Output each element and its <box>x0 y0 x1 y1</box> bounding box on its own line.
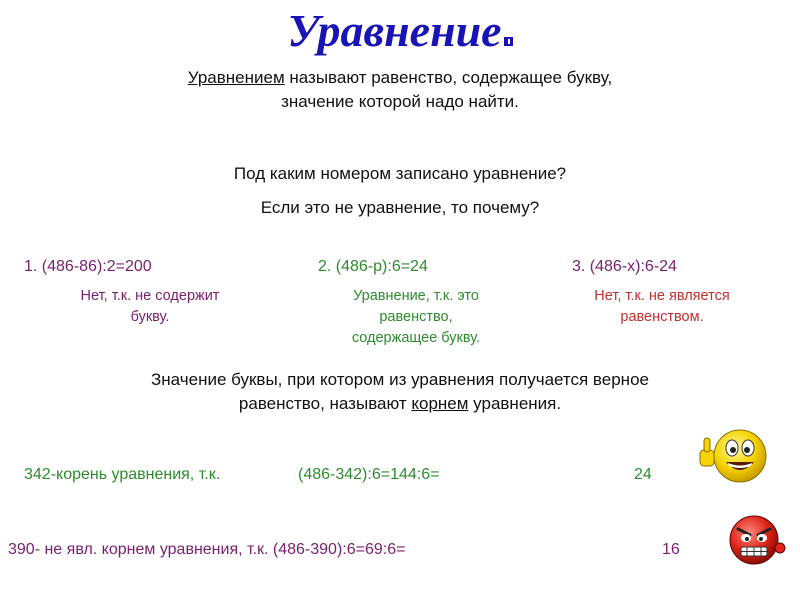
item-2-explanation-line3: содержащее букву. <box>351 330 481 346</box>
item-3-explanation-line2: равенством. <box>620 309 704 325</box>
title-text: Уравнение <box>287 5 502 56</box>
definition-rest: называют равенство, содержащее букву, <box>284 68 613 87</box>
item-1-explanation-line1: Нет, т.к. не содержит <box>80 288 220 304</box>
definition-line2: значение которой надо найти. <box>281 92 519 111</box>
item-2-explanation-line1: Уравнение, т.к. это <box>353 288 479 304</box>
question-why: Если это не уравнение, то почему? <box>260 198 540 217</box>
item-1-explanation-line2: букву. <box>130 309 170 325</box>
angry-smiley-icon <box>724 512 786 566</box>
item-1-label: 1. (486-86):2=200 <box>24 258 152 275</box>
item-3-explanation <box>562 286 762 328</box>
root-definition-line1: Значение буквы, при котором из уравнения получается верное <box>151 370 649 389</box>
bad-example-statement: 390- не явл. корнем уравнения, т.к. (486-390):6=69:6= <box>8 541 406 558</box>
good-example-result: 24 <box>634 466 652 483</box>
definition-term: Уравнением <box>187 68 285 87</box>
root-term: корнем <box>411 394 469 413</box>
question-which: Под каким номером записано уравнение? <box>233 164 567 183</box>
root-definition <box>0 368 800 416</box>
root-definition-before: равенство, называют <box>238 394 412 413</box>
item-2-explanation <box>316 286 516 349</box>
item-3-explanation-line1: Нет, т.к. не является <box>594 288 730 304</box>
title-dot <box>504 37 513 46</box>
equation-definition <box>0 66 800 114</box>
item-1-explanation <box>50 286 250 328</box>
good-example-statement: 342-корень уравнения, т.к. <box>24 466 221 483</box>
page-title <box>0 4 800 57</box>
root-definition-after: уравнения. <box>468 394 562 413</box>
good-example-calc: (486-342):6=144:6= <box>298 466 440 483</box>
item-3-label: 3. (486-х):6-24 <box>572 258 677 275</box>
thumbs-up-smiley-icon <box>696 424 770 486</box>
item-2-label: 2. (486-р):6=24 <box>318 258 428 275</box>
bad-example-result: 16 <box>662 541 680 558</box>
item-2-explanation-line2: равенство, <box>379 309 453 325</box>
